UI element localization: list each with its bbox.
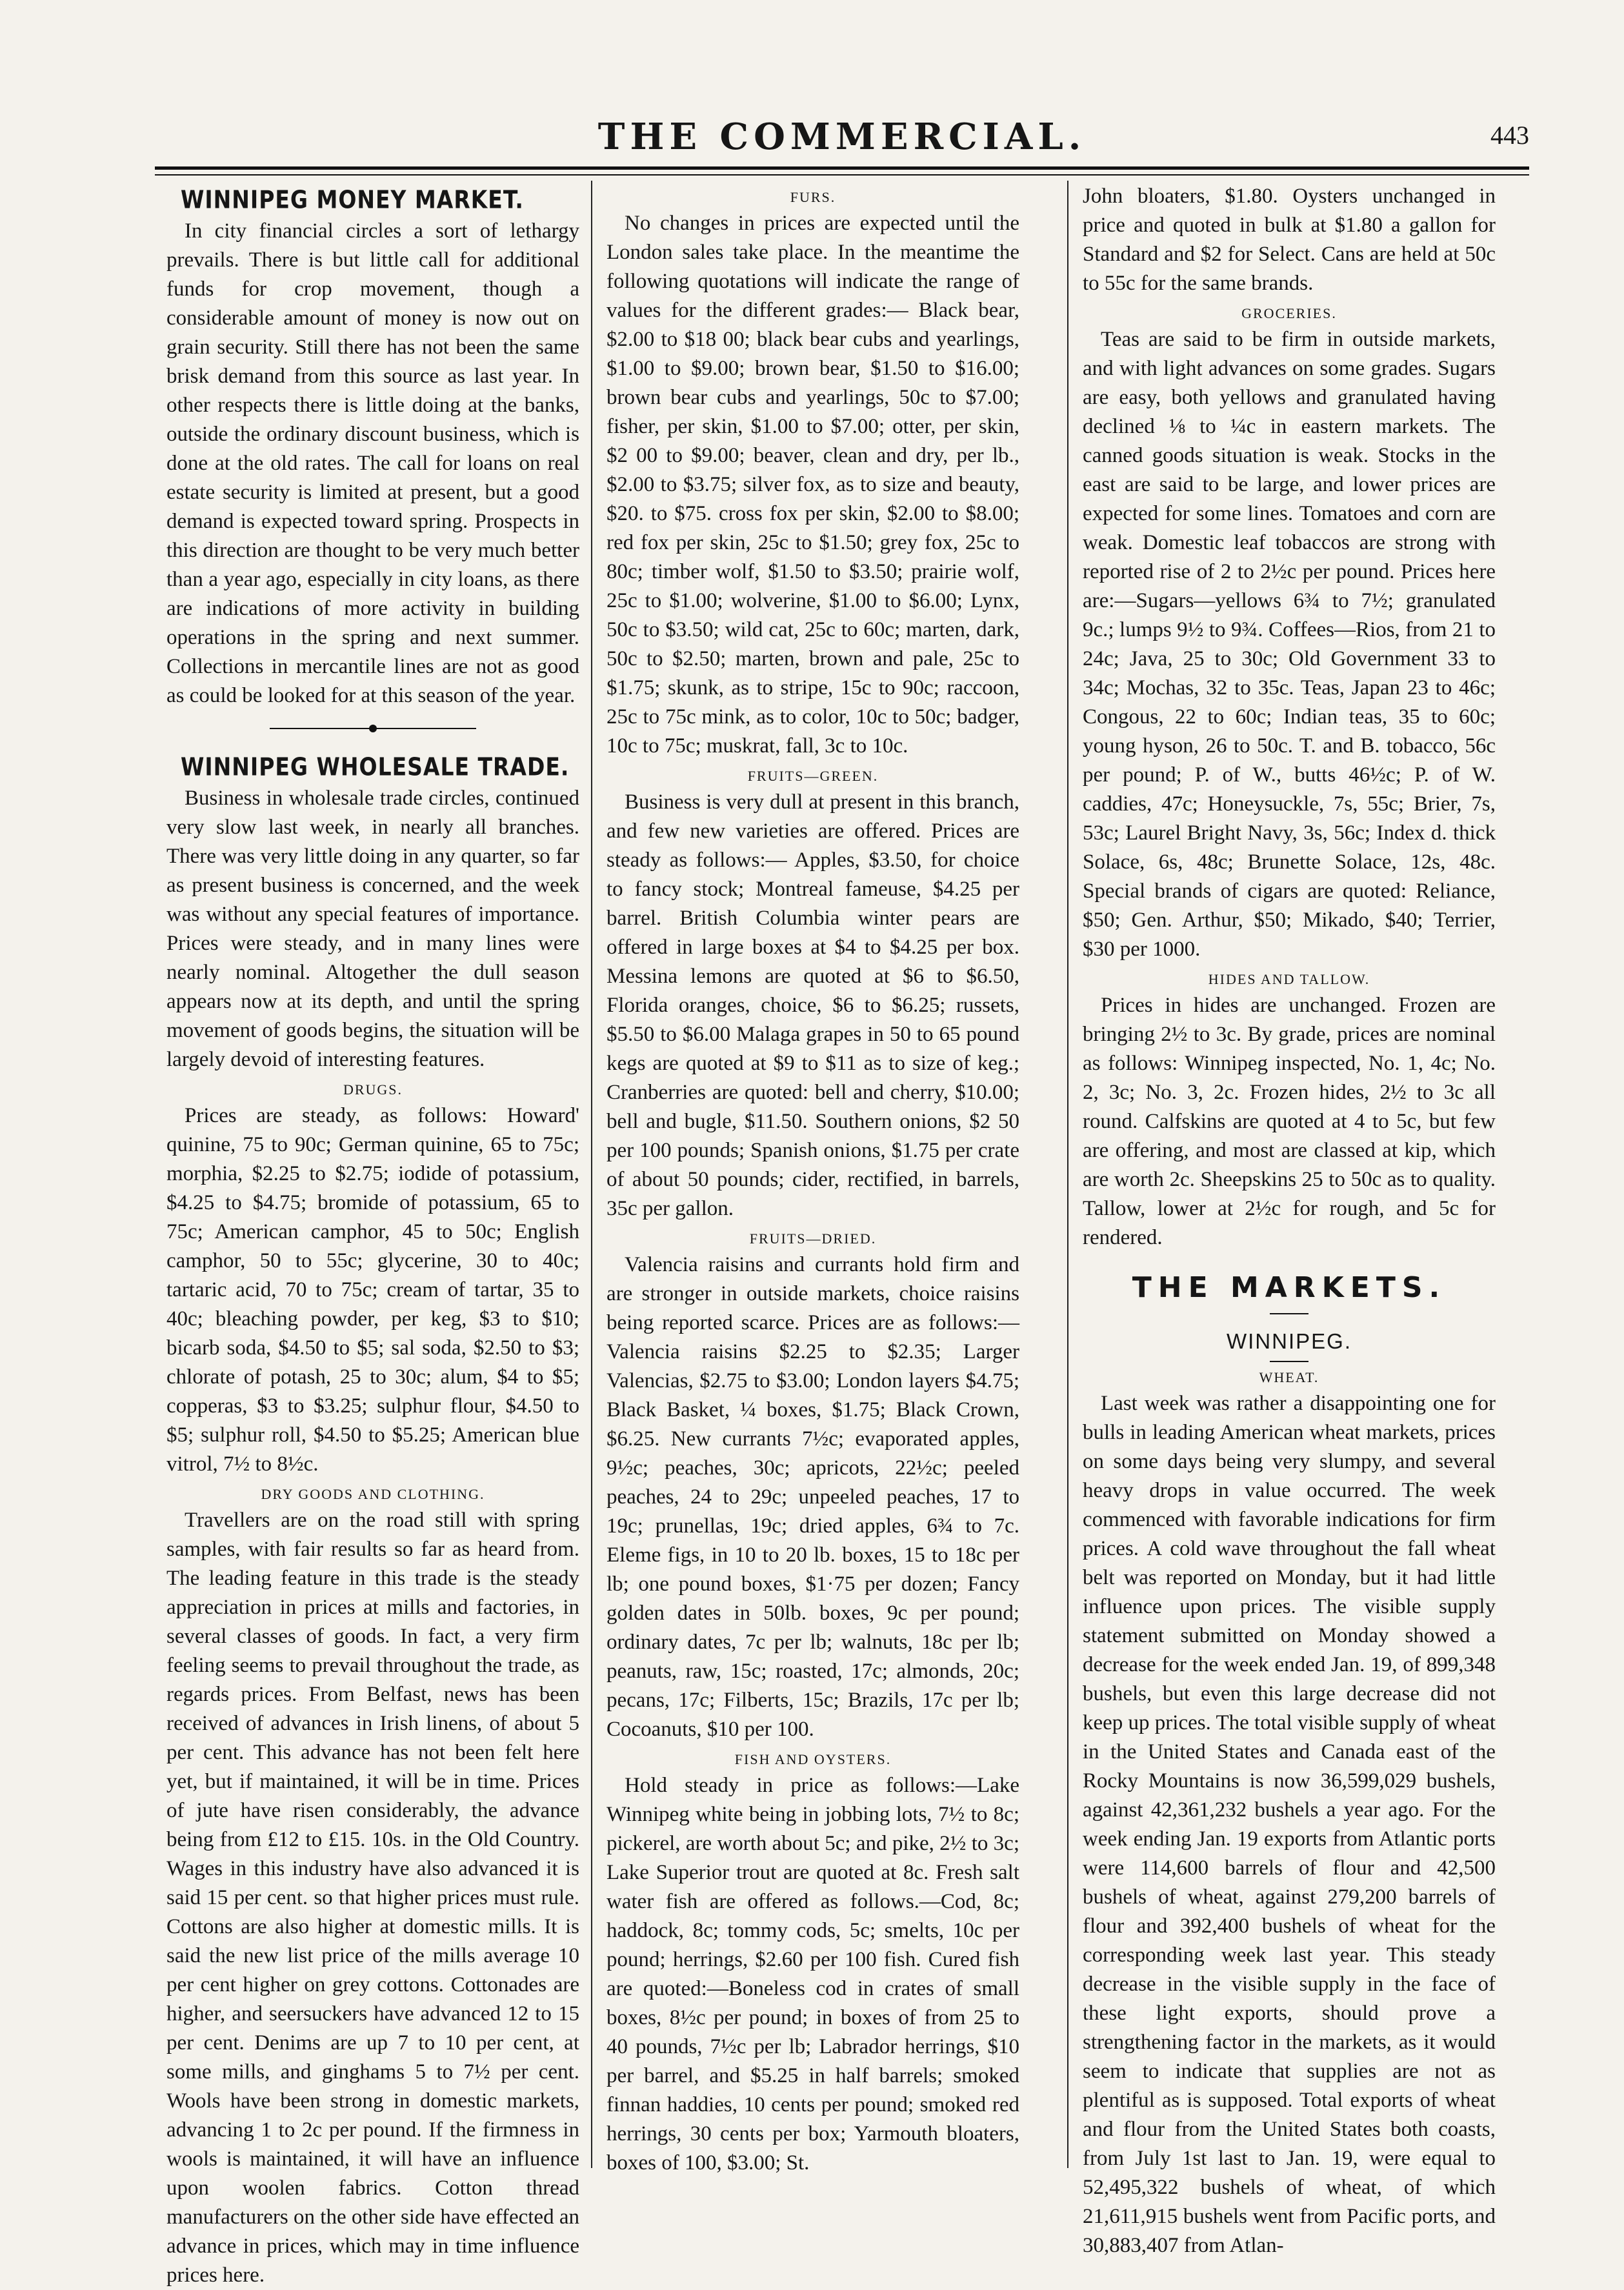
section-ornament — [166, 722, 579, 735]
fruits-dried-article: Valencia raisins and currants hold firm and are stronger in outside markets, choice raisins being reported scarce. Prices are as follows:— Valencia raisins $2.25 to $2.35; Larger Valencias, $2.75 to $3.00; London layers $4.75; Black Basket, ¼ boxes, $1.75; Black Crown, $6.25. New currants 7½c; evaporated apples, 9½c; peaches, 30c; apricots, 22½c; peeled peaches, 24 to 29c; unpeeled peaches, 17 to 19c; prunellas, 19c; dried apples, 6¾ to 7c. Eleme figs, in 10 to 20 lb. boxes, 15 to 18c per lb; one pound boxes, $1·75 per dozen; Fancy golden dates in 50lb. boxes, 9c per pound; ordinary dates, 7c per lb; walnuts, 18c per lb; peanuts, raw, 15c; roasted, 17c; almonds, 20c; pecans, 17c; Filberts, 15c; Brazils, 17c per lb; Cocoanuts, $10 per 100. — [606, 1253, 1019, 1741]
fruits-green-heading: FRUITS—GREEN. — [747, 768, 879, 784]
wheat-heading: WHEAT. — [1259, 1369, 1319, 1385]
drugs-article: Prices are steady, as follows: Howard' quinine, 75 to 90c; German quinine, 65 to 75c; morphia, $2.25 to $2.75; iodide of potassium, $4.25 to $4.75; bromide of potassium, 65 to 75c; American camphor, 45 to 50c; English camphor, 50 to 55c; glycerine, 30 to 40c; tartaric acid, 70 to 75c; cream of tartar, 35 to 40c; bleaching powder, per keg, $3 to $10; bicarb soda, $4.50 to $5; sal soda, $2.50 to $3; chlorate of potash, 25 to 30c; alum, $4 to $5; copperas, $3 to $3.25; sulphur flour, $4.50 to $5; sulphur roll, $4.50 to $5.25; American blue vitrol, 7½ to 8½c. — [166, 1104, 579, 1476]
markets-heading: THE MARKETS. — [1132, 1271, 1447, 1304]
header-rule-thick — [155, 166, 1529, 170]
dry-goods-article: Travellers are on the road still with spring samples, with fair results so far as heard from. The leading feature in this trade is the steady appreciation in prices at mills and factories, in several classes of goods. In fact, a very firm feeling seems to prevail throughout the trade, as regards prices. From Belfast, news has been received of advances in Irish linens, of about 5 per cent. This advance has not been felt here yet, but if maintained, it will be in time. Prices of jute have risen considerably, the advance being from £12 to £15. 10s. in the Old Country. Wages in this industry have also advanced it is said 15 per cent. so that higher prices must rule. Cottons are also higher at domestic mills. It is said the new list price of the mills average 10 per cent higher on grey cottons. Cottonades are higher, and seersuckers have advanced 12 to 15 per cent. Denims are up 7 to 10 per cent, at some mills, and ginghams 5 to 7½ per cent. Wools have been strong in domestic markets, advancing 1 to 2c per pound. If the firmness in wools is maintained, it will have an influence upon woolen fabrics. Cotton thread manufacturers on the other side have effected an advance in prices, which may in time influence prices here. — [166, 1509, 579, 2287]
column-1 — [166, 182, 579, 2290]
fish-article: Hold steady in price as follows:—Lake Winnipeg white being in jobbing lots, 7½ to 8c; pickerel, are worth about 5c; and pike, 2½ to 3c; Lake Superior trout are quoted at 8c. Fresh salt water fish are offered as follows.—Cod, 8c; haddock, 8c; tommy cods, 5c; smelts, 10c per pound; herrings, $2.60 per 100 fish. Cured fish are quoted:—Boneless cod in crates of small boxes, 8½c per pound; in boxes of from 25 to 40 pounds, 7½c per lb; Labrador herrings, $10 per barrel, and $5.25 in half barrels; smoked finnan haddies, 10 cents per pound; smoked red herrings, 30 cents per box; Yarmouth bloaters, boxes of 100, $3.00; St. — [606, 1774, 1019, 2174]
fruits-dried-heading: FRUITS—DRIED. — [749, 1230, 877, 1247]
markets-rule — [1270, 1313, 1308, 1314]
money-market-article: In city financial circles a sort of lethargy prevails. There is but little call for additional funds for crop movement, though a considerable amount of money is now out on grain security. Still there has not been the same brisk demand from this source as last year. In other respects there is little doing at the banks, outside the ordinary discount business, which is done at the old rates. The call for loans on real estate security is limited at present, but a good demand is expected toward spring. Prospects in this direction are thought to be very much better than a year ago, especially in city loans, as there are indications of more activity in building operations in the spring and next summer. Collections in mercantile lines are not as good as could be looked for at this season of the year. — [166, 219, 579, 707]
dry-goods-heading: DRY GOODS AND CLOTHING. — [261, 1486, 485, 1502]
masthead — [155, 111, 1529, 169]
column-3 — [1083, 182, 1496, 2260]
markets-city-heading: WINNIPEG. — [1226, 1329, 1352, 1353]
page-number: 443 — [1490, 121, 1529, 150]
hides-heading: HIDES AND TALLOW. — [1208, 971, 1370, 987]
money-market-heading: WINNIPEG MONEY MARKET. — [181, 185, 524, 214]
wheat-article: Last week was rather a disappointing one for bulls in leading American wheat markets, prices on some days being very slumpy, and several heavy drops in value occurred. The week commenced with favorable indications for firm prices. A cold wave throughout the fall wheat belt was reported on Monday, but it had little influence upon prices. The visible supply statement submitted on Monday showed a decrease for the week ended Jan. 19, of 899,348 bushels, but even this large decrease did not keep up prices. The total visible supply of wheat in the United States and Canada east of the Rocky Mountains is now 36,599,029 bushels, against 42,361,232 bushels a year ago. For the week ending Jan. 19 exports from Atlantic ports were 114,600 barrels of flour and 42,500 bushels of wheat, against 279,200 barrels of flour and 392,400 bushels of wheat for the corresponding week last year. This steady decrease in the visible supply in the face of these light exports, should prove a strengthening factor in the markets, as it would seem to indicate that supplies are not as plentiful as is supposed. Total exports of wheat and flour from the United States both coasts, from July 1st last to Jan. 19, were equal to 52,495,322 bushels of wheat, of which 21,611,915 bushels went from Pacific ports, and 30,883,407 from Atlan- — [1083, 1392, 1496, 2257]
column-divider-1 — [591, 181, 592, 2168]
fish-heading: FISH AND OYSTERS. — [734, 1751, 892, 1767]
fruits-green-article: Business is very dull at present in this branch, and few new varieties are offered. Prices are steady as follows:— Apples, $3.50, for choice to fancy stock; Montreal fameuse, $4.25 per barrel. British Columbia winter pears are offered in large boxes at $4 to $4.25 per box. Messina lemons are quoted at $6 to $6.50, Florida oranges, choice, $6 to $6.25; russets, $5.50 to $6.00 Malaga grapes in 50 to 65 pound kegs are quoted at $9 to $11 as to size of keg.; Cranberries are quoted: bell and cherry, $10.00; bell and bugle, $11.50. Southern onions, $2 50 per 100 pounds; Spanish onions, $1.75 per crate of about 50 pounds; cider, rectified, in barrels, 35c per gallon. — [606, 790, 1019, 1220]
furs-article: No changes in prices are expected until the London sales take place. In the meantime the following quotations will indicate the range of values for the different grades:— Black bear, $2.00 to $18 00; black bear cubs and yearlings, $1.00 to $9.00; brown bear, $1.50 to $16.00; brown bear cubs and yearlings, 50c to $7.00; fisher, per skin, $1.00 to $7.00; otter, per skin, $2 00 to $9.00; beaver, clean and dry, per lb., $2.00 to $3.75; silver fox, as to size and beauty, $20. to $75. cross fox per skin, $2.00 to $8.00; red fox per skin, 25c to $1.50; grey fox, 25c to 80c; timber wolf, $1.50 to $3.50; prairie wolf, 25c to $1.00; wolverine, $1.00 to $6.00; Lynx, 50c to $3.50; wild cat, 25c to 60c; marten, dark, 50c to $2.50; marten, brown and pale, 25c to $1.75; skunk, as to stripe, 15c to 90c; raccoon, 25c to 75c mink, as to color, 10c to 50c; badger, 10c to 75c; muskrat, fall, 3c to 10c. — [606, 212, 1019, 758]
groceries-article: Teas are said to be firm in outside markets, and with light advances on some grades. Sugars are easy, both yellows and granulated having declined ⅛ to ¼c in eastern markets. The canned goods situation is weak. Stocks in the east are said to be large, and lower prices are expected for some lines. Tomatoes and corn are weak. Domestic leaf tobaccos are strong with reported rise of 2 to 2½c per pound. Prices here are:—Sugars—yellows 6¾ to 7½; granulated 9c.; lumps 9½ to 9¾. Coffees—Rios, from 21 to 24c; Java, 25 to 30c; Old Government 33 to 34c; Mochas, 32 to 35c. Teas, Japan 23 to 46c; Congous, 22 to 60c; Indian teas, 35 to 60c; young hyson, 26 to 50c. T. and B. tobacco, 56c per pound; P. of W., butts 46½c; P. of W. caddies, 47c; Honeysuckle, 7s, 55c; Brier, 7s, 53c; Laurel Bright Navy, 3s, 56c; Index d. thick Solace, 6s, 48c; Brunette Solace, 12s, 48c. Special brands of cigars are quoted: Reliance, $50; Gen. Arthur, $50; Mikado, $40; Terrier, $30 per 1000. — [1083, 328, 1496, 961]
column-divider-2 — [1067, 181, 1068, 2168]
hides-article: Prices in hides are unchanged. Frozen are bringing 2½ to 3c. By grade, prices are nominal as follows: Winnipeg inspected, No. 1, 4c; No. 2, 3c; No. 3, 2c. Frozen hides, 2½ to 3c all round. Calfskins are quoted at 4 to 5c, but few are offering, and most are classed at kip, which are worth 2c. Sheepskins 25 to 50c as to quality. Tallow, lower at 2½c for rough, and 5c for rendered. — [1083, 994, 1496, 1249]
drugs-heading: DRUGS. — [343, 1081, 403, 1098]
furs-heading: FURS. — [790, 189, 836, 205]
city-rule — [1270, 1361, 1308, 1362]
column-2 — [606, 182, 1019, 2178]
groceries-heading: GROCERIES. — [1241, 305, 1337, 321]
wholesale-trade-article: Business in wholesale trade circles, continued very slow last week, in nearly all branches. There was very little doing in any quarter, so far as present business is concerned, and the week was without any special features of importance. Prices were steady, and in many lines were nearly nominal. Altogether the dull season appears now at its depth, and until the spring movement of goods begins, the situation will be largely devoid of interesting features. — [166, 787, 579, 1071]
fish-article-continued: John bloaters, $1.80. Oysters unchanged in price and quoted in bulk at $1.80 a gallon for Standard and $2 for Select. Cans are held at 50c to 55c for the same brands. — [1083, 185, 1496, 295]
wholesale-trade-heading: WINNIPEG WHOLESALE TRADE. — [181, 752, 570, 781]
header-rule-thin — [155, 174, 1529, 176]
newspaper-title: THE COMMERCIAL. — [597, 116, 1087, 158]
